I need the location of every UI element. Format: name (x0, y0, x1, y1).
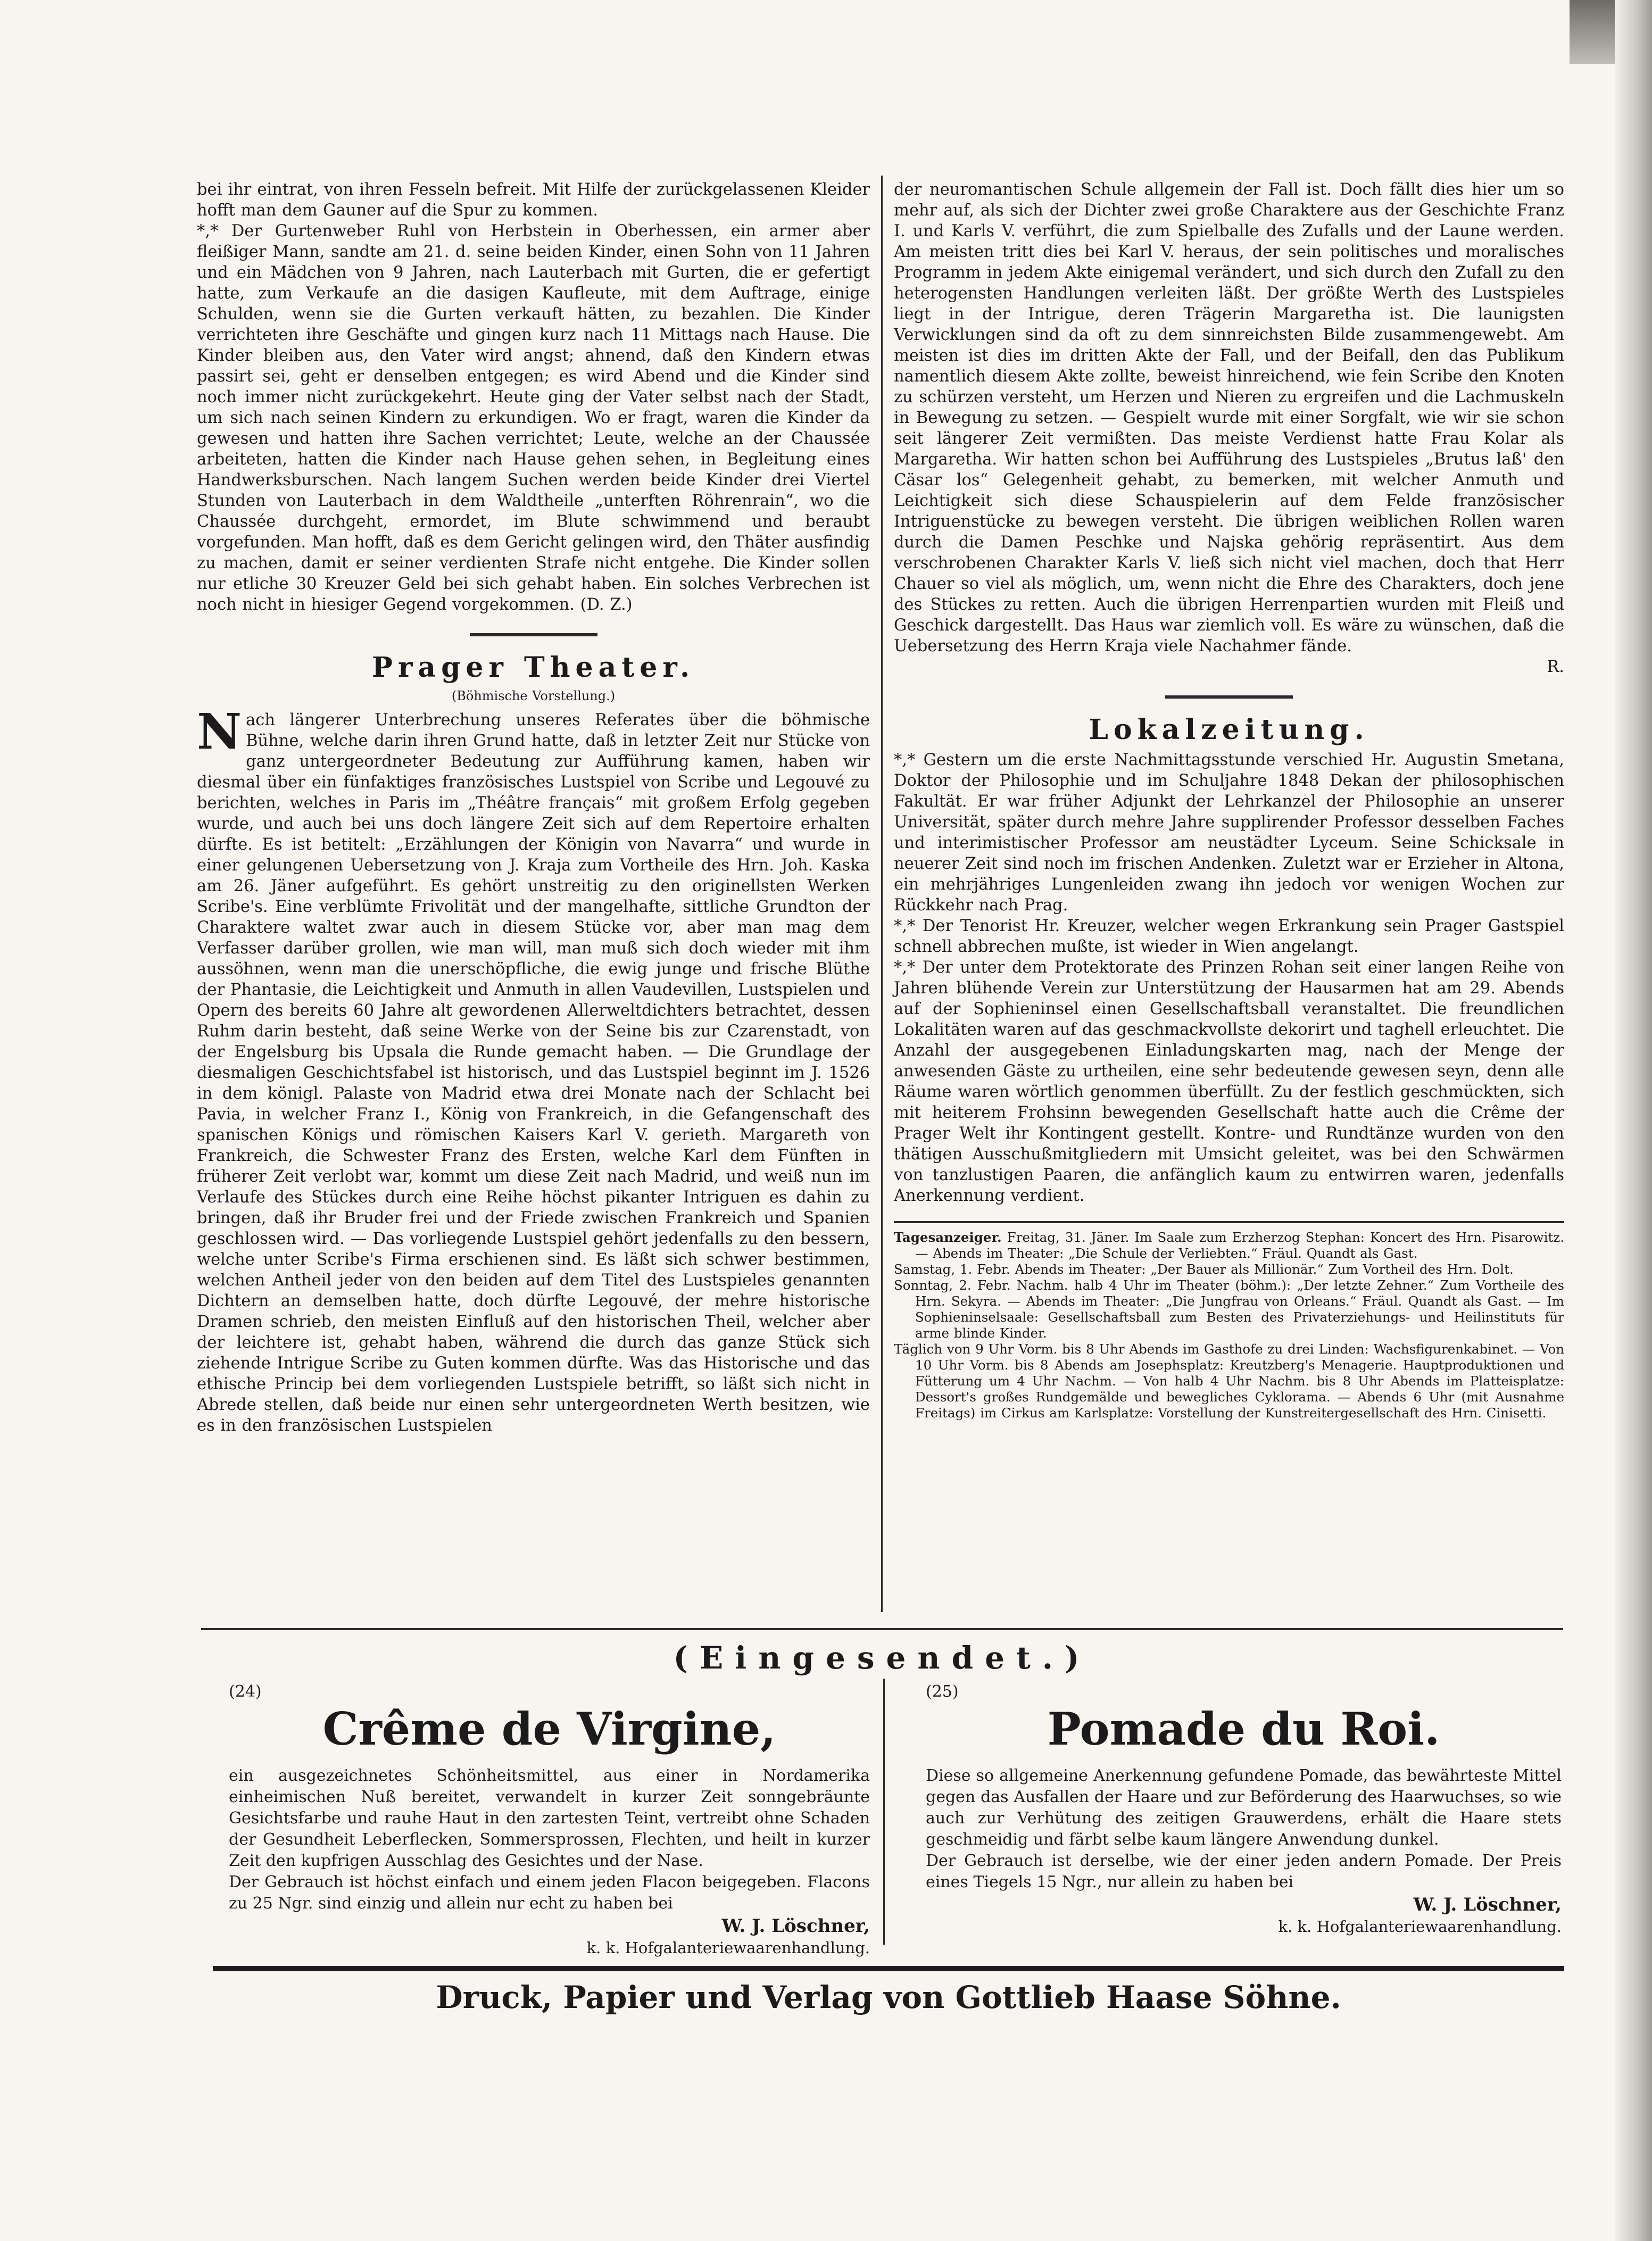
calendar-entry: Sonntag, 2. Febr. Nachm. halb 4 Uhr im Theater (böhm.): „Der letzte Zehner.“ Zum Vortheile des Hrn. Sekyra. — Abends im Theater: „Die Jungfrau von Orleans.“ Fräul. Quandt als Gast. — Im Sophieninselsaale: Gesellschaftsball zum Besten des Privaterziehungs- und Heilinstituts für arme blinde Kinder. (894, 1277, 1564, 1341)
daily-events-listing (894, 1221, 1564, 1421)
calendar-entry: Tagesanzeiger. Freitag, 31. Jäner. Im Saale zum Erzherzog Stephan: Koncert des Hrn. Pisarowitz. — Abends im Theater: „Die Schule der Verliebten.“ Fräul. Quandt als Gast. (894, 1230, 1564, 1261)
review-signature: R. (1547, 658, 1564, 676)
advertisement-heading: (Eingesendet.) (673, 1640, 1091, 1676)
advertisement-rule (201, 1628, 1563, 1630)
local-news-title: Lokalzeitung. (1089, 713, 1369, 746)
drop-cap: N (197, 703, 242, 760)
ad-column-divider (883, 1679, 885, 1945)
ad-vendor: W. J. Löschner, (1413, 1894, 1562, 1915)
theater-review-text: ach längerer Unterbrechung unseres Referates über die böhmische Bühne, welche darin ihren Grund hatte, daß in letzter Zeit nur Stücke von ganz untergeordneter Bedeutung zur Aufführung kamen, haben wir diesmal über ein fünfaktiges französisches Lustspiel von Scribe und Legouvé zu berichten, welches in Paris im „Théâtre français“ mit großem Erfolg gegeben wurde, und auch bei uns doch längere Zeit sich auf dem Repertoire erhalten dürfte. Es ist betitelt: „Erzählungen der Königin von Navarra“ und wurde in einer gelungenen Uebersetzung von J. Kraja zum Vortheile des Hrn. Joh. Kaska am 26. Jäner aufgeführt. Es gehört unstreitig zu den originellsten Werken Scribe's. Eine verblümte Frivolität und der mangelhafte, sittliche Grundton der Charaktere waltet zwar auch in diesem Stücke vor, aber man mag dem Verfasser darüber grollen, wie man will, man muß sich doch wieder mit ihm aussöhnen, wenn man die unerschöpfliche, die ewig junge und frische Blüthe der Phantasie, die Leichtigkeit und Anmuth in allen Vaudevillen, Lustspielen und Opern des bereits 60 Jahre alt gewordenen Allerweltdichters betrachtet, dessen Ruhm darin besteht, daß seine Werke von der Seine bis zur Czarenstadt, von der Engelsburg bis Upsala die Runde gemacht haben. — Die Grundlage der diesmaligen Geschichtsfabel ist historisch, und das Lustspiel beginnt im J. 1526 in dem königl. Palaste von Madrid etwa drei Monate nach der Schlacht bei Pavia, in welcher Franz I., König von Frankreich, in die Gefangenschaft des spanischen Königs und römischen Kaisers Karl V. gerieth. Margareth von Frankreich, die Schwester Franz des Ersten, welche Karl dem Fünften in früherer Zeit verlobt war, kommt um diese Zeit nach Madrid, und weiß nun im Verlaufe des Stückes durch eine Reihe höchst pikanter Intriguen es dahin zu bringen, daß ihr Bruder frei und der Friede zwischen Frankreich und Spanien geschlossen wird. — Das vorliegende Lustspiel gehört jedenfalls zu den bessern, welche unter Scribe's Firma erschienen sind. Es läßt sich schwer bestimmen, welchen Antheil jeder von den beiden auf dem Titel des Lustspieles genannten Dichtern an demselben hatte, doch dürfte Legouvé, der mehre historische Dramen schrieb, den meisten Einfluß auf den historischen Theil, welcher aber der leichtere ist, gehabt haben, während die durch das ganze Stück sich ziehende Intrigue Scribe zu Guten kommen dürfte. Was das Historische und das ethische Princip bei dem vorliegenden Lustspiele betrifft, so läßt sich nicht in Abrede stellen, daß beide nur einen sehr untergeordneten Werth besitzen, wie es in den französischen Lustspielen (197, 711, 870, 1435)
right-column (894, 179, 1564, 1421)
imprint-rule (213, 1966, 1564, 1971)
theater-review-continued: der neuromantischen Schule allgemein der Fall ist. Doch fällt dies hier um so mehr auf, als sich der Dichter zwei große Charaktere aus der Geschichte Franz I. und Karls V. verführt, die zum Spielballe des Zufalls und der Laune werden. Am meisten tritt dies bei Karl V. heraus, der sein politisches und moralisches Programm in jedem Akte einigemal verändert, und sich durch den Zufall zu den heterogensten Handlungen verleiten läßt. Der größte Werth des Lustspieles liegt in der Intrigue, deren Trägerin Margaretha ist. Die launigsten Verwicklungen sind da oft zu dem sinnreichsten Bilde zusammengewebt. Am meisten ist dies im dritten Akte der Fall, und der Beifall, den das Publikum namentlich diesem Akte zollte, beweist hinreichend, wie fein Scribe den Knoten zu schürzen versteht, um Herzen und Nieren zu ergreifen und die Lachmuskeln in Bewegung zu setzen. — Gespielt wurde mit einer Sorgfalt, wie wir sie schon seit längerer Zeit vermißten. Das meiste Verdienst hatte Frau Kolar als Margaretha. Wir hatten schon bei Aufführung des Lustspieles „Brutus laß' den Cäsar los“ Gelegenheit gehabt, zu bemerken, mit welcher Anmuth und Leichtigkeit sich diese Schauspielerin auf dem Felde französischer Intriguenstücke zu bewegen versteht. Die übrigen weiblichen Rollen waren durch die Damen Peschke und Najska gehörig repräsentirt. Aus dem verschrobenen Charakter Karls V. ließ sich nicht viel machen, doch that Herr Chauer so viel als möglich, um, wenn nicht die Ehre des Charakters, doch jene des Stückes zu retten. Auch die übrigen Herrenpartien wurden mit Fleiß und Geschick dargestellt. Das Haus war ziemlich voll. Es wäre zu wünschen, daß die Uebersetzung des Herrn Kraja viele Nachahmer fände. (894, 180, 1564, 655)
left-column (197, 179, 870, 1436)
scan-edge-shadow (1615, 0, 1652, 2241)
section-divider (470, 633, 597, 636)
ad-body: Diese so allgemeine Anerkennung gefundene Pomade, das bewährteste Mittel gegen das Ausfallen der Haare und zur Beförderung des Haarwuchses, so wie auch zur Verhütung des zeitigen Grauwerdens, erhält die Haare stets geschmeidig und färbt selbe kaum längere Anwendung dunkel. (926, 1766, 1562, 1849)
ad-body-2: Der Gebrauch ist höchst einfach und einem jeden Flacon beigegeben. Flacons zu 25 Ngr. sind einzig und allein nur echt zu haben bei (229, 1873, 870, 1913)
theater-section-title: Prager Theater. (371, 651, 695, 684)
ad-vendor: W. J. Löschner, (721, 1915, 870, 1937)
local-news-item-1: *,* Gestern um die erste Nachmittagsstunde verschied Hr. Augustin Smetana, Doktor der Philosophie und im Schuljahre 1848 Dekan der philosophischen Fakultät. Er war früher Adjunkt der Lehrkanzel der Philosophie an unserer Universität, später durch mehre Jahre supplirender Professor desselben Faches und interimistischer Professor am neustädter Lyceum. Seine Schicksale in neuerer Zeit sind noch im frischen Andenken. Zuletzt war er Erzieher in Altona, ein mehrjähriges Lungenleiden zwang ihn jedoch vor wenigen Wochen zur Rückkehr nach Prag. (894, 751, 1564, 915)
calendar-entry: Täglich von 9 Uhr Vorm. bis 8 Uhr Abends im Gasthofe zu drei Linden: Wachsfigurenkabinet. — Von 10 Uhr Vorm. bis 8 Abends am Josephsplatz: Kreutzberg's Menagerie. Hauptproduktionen und Fütterung um 4 Uhr Nachm. — Von halb 4 Uhr Nachm. bis 8 Uhr Abends im Platteisplatze: Dessort's großes Rundgemälde und bewegliches Cyklorama. — Abends 6 Uhr (mit Ausnahme Freitags) im Cirkus am Karlsplatze: Vorstellung der Kunstreitergesellschaft des Hrn. Cinisetti. (894, 1341, 1564, 1421)
ad-number: (25) (926, 1682, 959, 1701)
ad-body: ein ausgezeichnetes Schönheitsmittel, aus einer in Nordamerika einheimischen Nuß bereitet, verwandelt in kurzer Zeit sonngebräunte Gesichtsfarbe und rauhe Haut in den zartesten Teint, vertreibt ohne Schaden der Gesundheit Leberflecken, Sommersprossen, Flechten, und heilt in kurzer Zeit den kupfrigen Ausschlag des Gesichtes und der Nase. (229, 1766, 870, 1870)
ad-body-2: Der Gebrauch ist derselbe, wie der einer jeden andern Pomade. Der Preis eines Tiegels 15 Ngr., nur allein zu haben bei (926, 1852, 1562, 1891)
ad-vendor-shop: k. k. Hofgalanteriewaarenhandlung. (586, 1939, 870, 1957)
calendar-heading: Tagesanzeiger. (894, 1230, 1002, 1245)
calendar-entry: Samstag, 1. Febr. Abends im Theater: „Der Bauer als Millionär.“ Zum Vortheil des Hrn. Dolt. (894, 1261, 1514, 1277)
local-news-item-3: *,* Der unter dem Protektorate des Prinzen Rohan seit einer langen Reihe von Jahren blühende Verein zur Unterstützung der Hausarmen hat am 29. Abends auf der Sophieninsel einen Gesellschaftsball veranstaltet. Die freundlichen Lokalitäten waren auf das geschmackvollste dekorirt und taghell erleuchtet. Die Anzahl der ausgegebenen Einladungskarten mag, nach der Menge der anwesenden Gäste zu urtheilen, eine sehr bedeutende gewesen seyn, denn alle Räume waren wörtlich genommen überfüllt. Zu der festlich geschmückten, sich mit heiterem Frohsinn bewegenden Gesellschaft hatte auch die Crême der Prager Welt ihr Kontingent gestellt. Kontre- und Rundtänze wurden von den thätigen Ausschußmitgliedern mit Umsicht geleitet, was bei den Schwärmen von tanzlustigen Paaren, die anfänglich kaum zu entwirren waren, jedenfalls Anerkennung verdient. (894, 958, 1564, 1205)
advertisement-pomade-du-roi (926, 1681, 1562, 1937)
section-divider (1165, 695, 1293, 699)
theater-review-body (197, 703, 870, 1436)
ad-title: Crême de Virgine, (322, 1703, 776, 1755)
article-robbery-end: bei ihr eintrat, von ihren Fesseln befreit. Mit Hilfe der zurückgelassenen Kleider hofft man dem Gauner auf die Spur zu kommen. (197, 180, 870, 220)
article-murder-report: *,* Der Gurtenweber Ruhl von Herbstein in Oberhessen, ein armer aber fleißiger Mann, sandte am 21. d. seine beiden Kinder, einen Sohn von 11 Jahren und ein Mädchen von 9 Jahren, nach Lauterbach mit Gurten, die er gefertigt hatte, zum Verkaufe an die dasigen Kaufleute, mit dem Auftrage, einige Schulden, wenn sie die Gurten verkauft hätten, zu bezahlen. Die Kinder verrichteten ihre Geschäfte und gingen kurz nach 11 Mittags nach Hause. Die Kinder bleiben aus, den Vater wird angst; ahnend, daß den Kindern etwas passirt sei, geht er denselben entgegen; es wird Abend und die Kinder sind noch immer nicht zurückgekehrt. Heute ging der Vater selbst nach der Stadt, um sich nach seinen Kindern zu erkundigen. Wo er fragt, waren die Kinder da gewesen und hatten ihre Sachen verrichtet; Leute, welche an der Chaussée arbeiteten, hatten die Kinder nach Hause gehen sehen, in Begleitung eines Handwerksburschen. Nach langem Suchen werden beide Kinder drei Viertel Stunden von Lauterbach in dem Waldtheile „unterften Röhrenrain“, wo die Chaussée durchgeht, ermordet, im Blute schwimmend und beraubt vorgefunden. Man hofft, daß es dem Gericht gelingen wird, den Thäter ausfindig zu machen, damit er seiner verdienten Strafe nicht entgehe. Die Kinder sollen nur etliche 30 Kreuzer Geld bei sich gehabt haben. Ein solches Verbrechen ist noch nicht in hiesiger Gegend vorgekommen. (D. Z.) (197, 222, 870, 614)
advertisement-creme-de-virgine (229, 1681, 870, 1958)
local-news-item-2: *,* Der Tenorist Hr. Kreuzer, welcher wegen Erkrankung sein Prager Gastspiel schnell abbrechen mußte, ist wieder in Wien angelangt. (894, 917, 1564, 956)
theater-section-subtitle: (Böhmische Vorstellung.) (451, 688, 616, 703)
publisher-imprint: Druck, Papier und Verlag von Gottlieb Haase Söhne. (436, 1979, 1341, 2015)
column-divider (881, 176, 883, 1612)
ad-title: Pomade du Roi. (1047, 1703, 1440, 1755)
ad-number: (24) (229, 1682, 262, 1701)
ad-vendor-shop: k. k. Hofgalanteriewaarenhandlung. (1278, 1918, 1562, 1936)
